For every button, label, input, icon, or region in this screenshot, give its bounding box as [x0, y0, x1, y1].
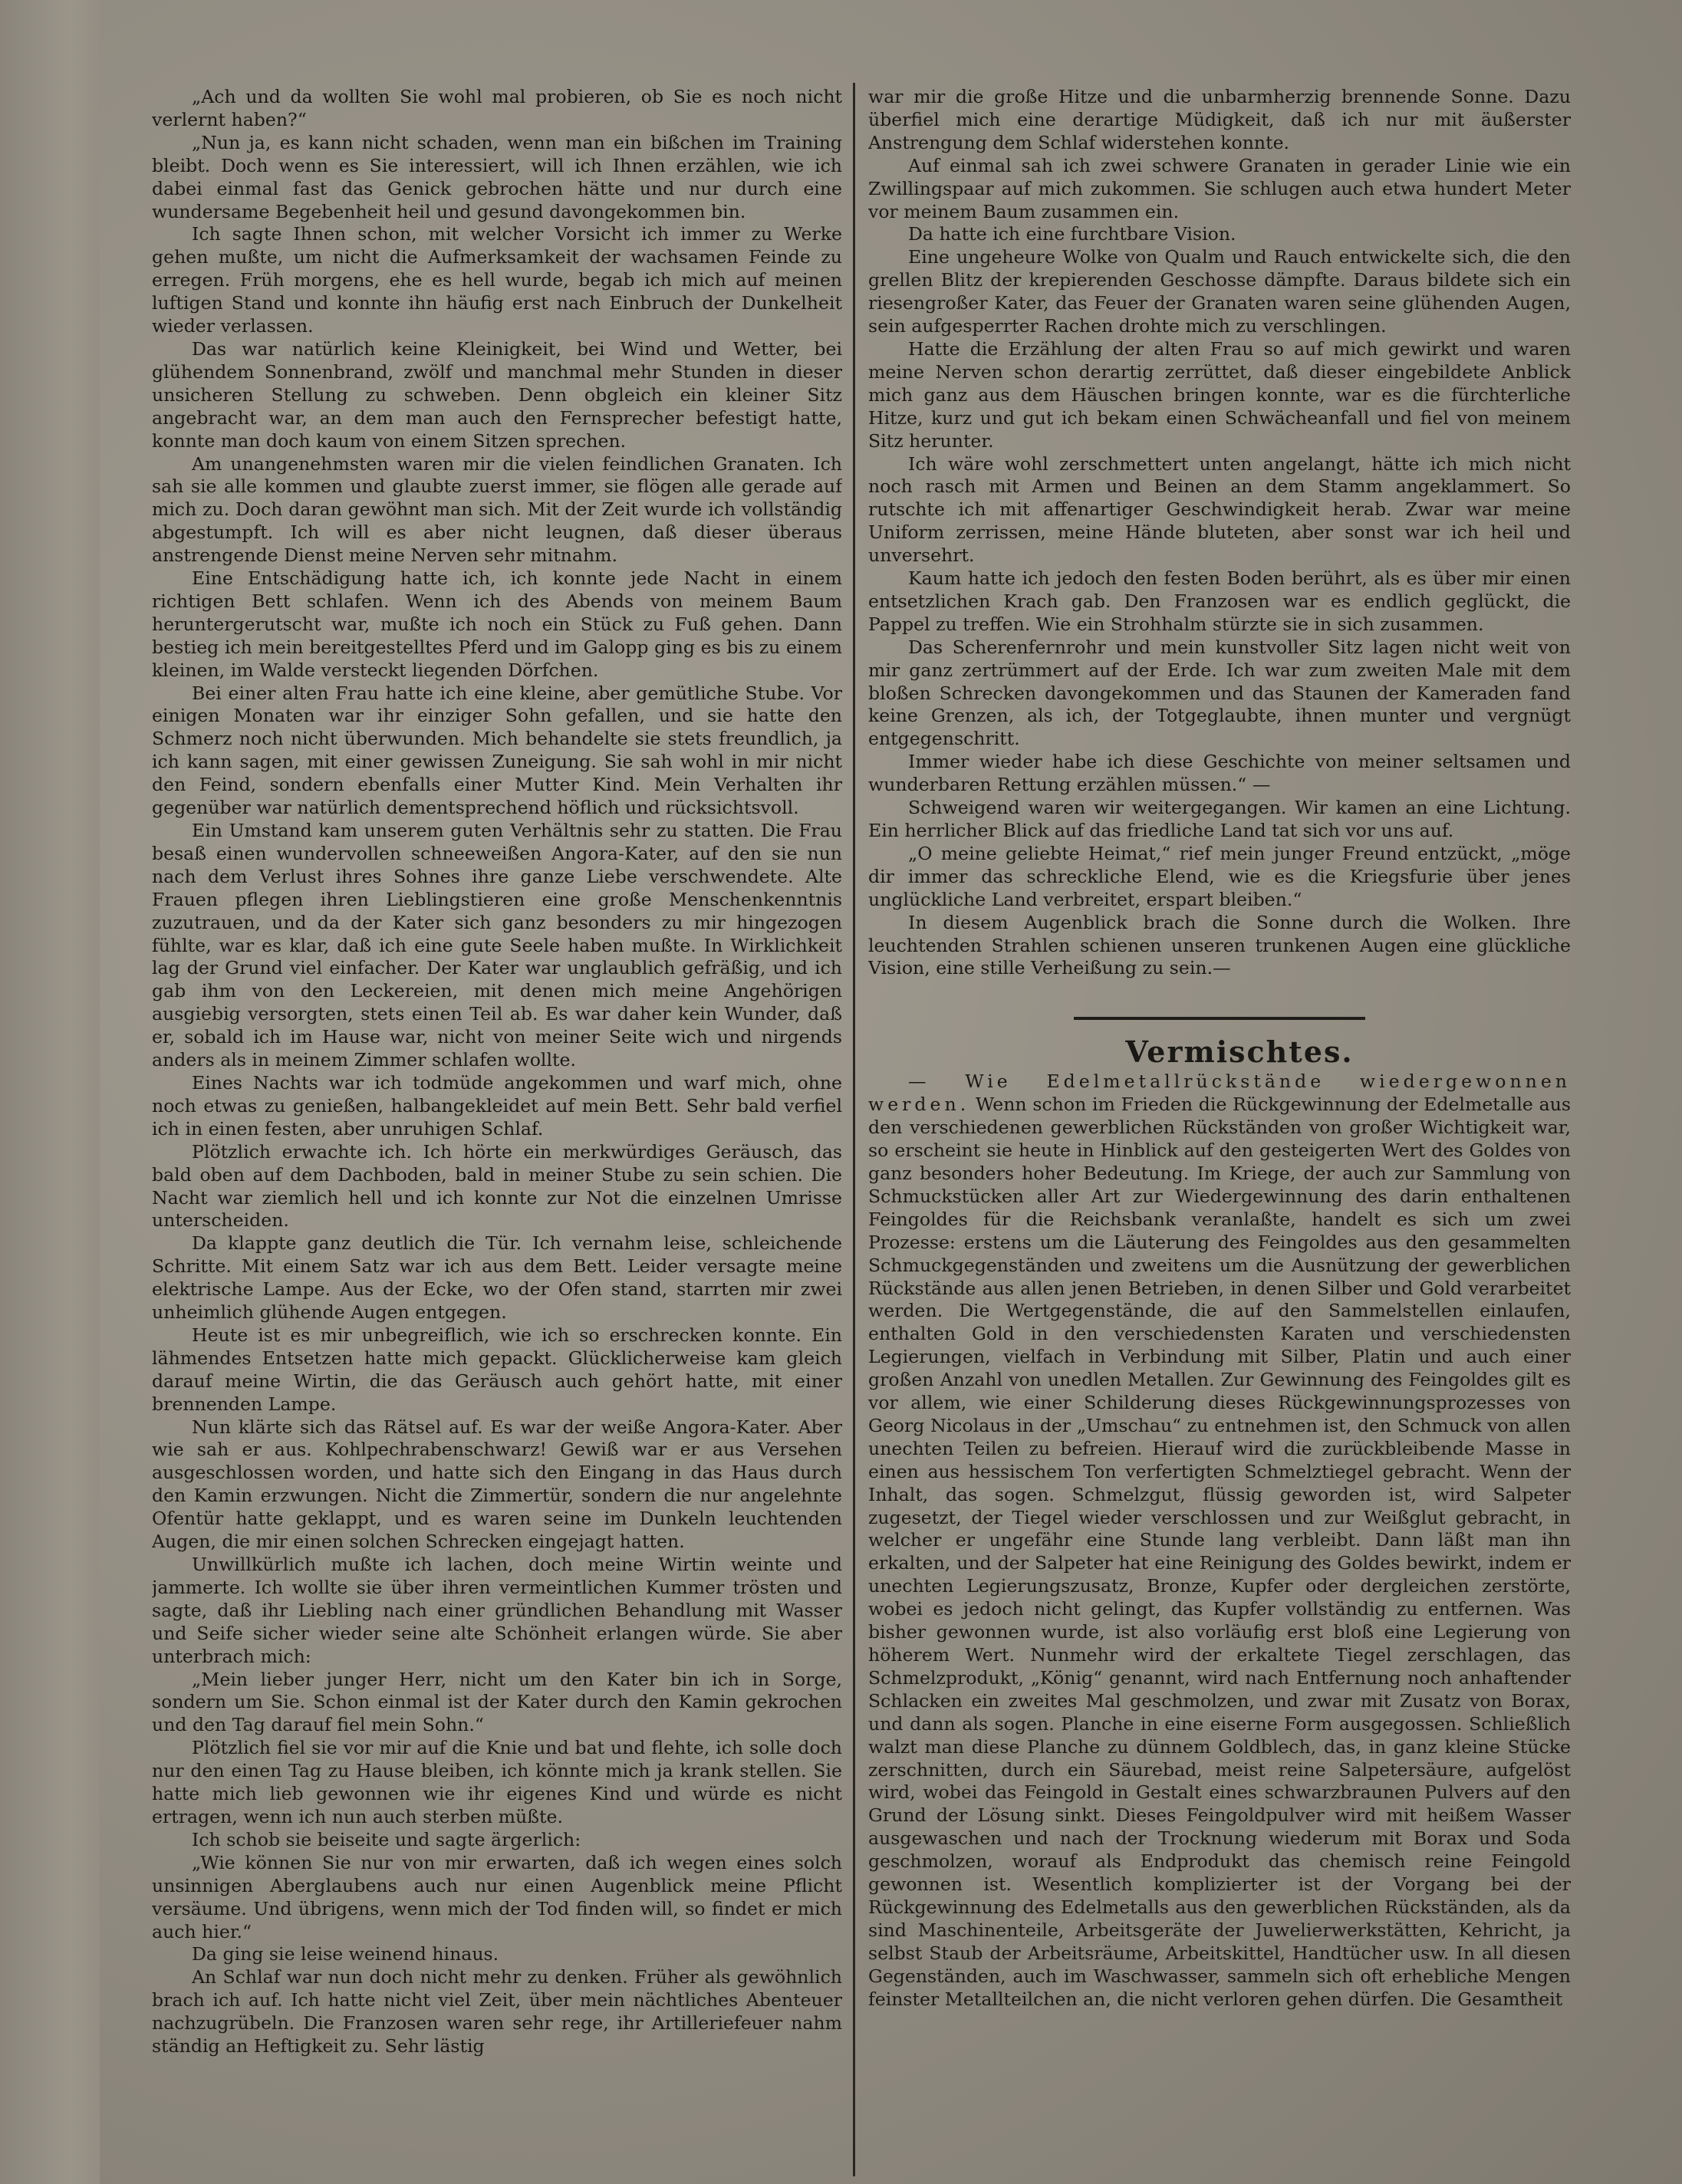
paragraph: Plötzlich fiel sie vor mir auf die Knie und bat und flehte, ich solle doch nur den einen Tag zu Hause bleiben, ich könnte mich ja krank stellen. Sie hatte mich lieb gewonnen wie ihr eigenes Kind und würde es nicht ertragen, wenn ich nun auch sterben müßte. — [152, 1737, 842, 1827]
paragraph: Das war natürlich keine Kleinigkeit, bei Wind und Wetter, bei glühendem Sonnenbrand, zwölf und manchmal mehr Stunden in dieser unsicheren Stellung zu schweben. Denn obgleich ein kleiner Sitz angebracht war, an dem man auch den Fernsprecher befestigt hatte, konnte man doch kaum von einem Sitzen sprechen. — [152, 337, 842, 452]
paragraph: Hatte die Erzählung der alten Frau so auf mich gewirkt und waren meine Nerven schon derartig zerrüttet, daß dieser eingebildete Anblick mich ganz aus dem Häuschen bringen konnte, war es die fürchterliche Hitze, kurz und gut ich bekam einen Schwächeanfall und fiel von meinem Sitz herunter. — [868, 337, 1571, 452]
paragraph: Eine Entschädigung hatte ich, ich konnte jede Nacht in einem richtigen Bett schlafen. Wenn ich des Abends von meinem Baum heruntergerutscht war, mußte ich noch ein Stück zu Fuß gehen. Dann bestieg ich mein bereitgestelltes Pferd und im Galopp ging es bis zu einem kleinen, im Walde versteckt liegenden Dörfchen. — [152, 567, 842, 681]
paragraph: Ich wäre wohl zerschmettert unten angelangt, hätte ich mich nicht noch rasch mit Armen und Beinen an dem Stamm angeklammert. So rutschte ich mit affenartiger Geschwindigkeit herab. Zwar war meine Uniform zerrissen, meine Hände bluteten, aber sonst war ich heil und unversehrt. — [868, 452, 1571, 567]
paragraph: „O meine geliebte Heimat,“ rief mein junger Freund entzückt, „möge dir immer das schreckliche Elend, wie es die Kriegsfurie über jenes unglückliche Land verbreitet, erspart bleiben.“ — [868, 842, 1571, 910]
paragraph: Schweigend waren wir weitergegangen. Wir kamen an eine Lichtung. Ein herrlicher Blick auf das friedliche Land tat sich vor uns auf. — [868, 797, 1571, 841]
paragraph: Heute ist es mir unbegreiflich, wie ich so erschrecken konnte. Ein lähmendes Entsetzen hatte mich gepackt. Glücklicherweise kam gleich darauf meine Wirtin, die das Geräusch auch gehört hatte, mit einer brennenden Lampe. — [152, 1324, 842, 1415]
paragraph: Eine ungeheure Wolke von Qualm und Rauch entwickelte sich, die den grellen Blitz der krepierenden Geschosse dämpfte. Daraus bildete sich ein riesengroßer Kater, das Feuer der Granaten waren seine glühenden Augen, sein aufgesperrter Rachen drohte mich zu verschlingen. — [868, 246, 1571, 337]
paragraph: Da ging sie leise weinend hinaus. — [192, 1943, 499, 1965]
paragraph: „Wie können Sie nur von mir erwarten, daß ich wegen eines solch unsinnigen Aberglaubens auch nur einen Augenblick meine Pflicht versäume. Und übrigens, wenn mich der Tod finden will, so findet er mich auch hier.“ — [152, 1851, 842, 1942]
paragraph: Am unangenehmsten waren mir die vielen feindlichen Granaten. Ich sah sie alle kommen und glaubte zuerst immer, sie flögen alle gerade auf mich zu. Doch daran gewöhnt man sich. Mit der Zeit wurde ich vollständig abgestumpft. Ich will es aber nicht leugnen, daß dieser überaus anstrengende Dienst meine Nerven sehr mitnahm. — [152, 452, 842, 567]
paragraph: Da klappte ganz deutlich die Tür. Ich vernahm leise, schleichende Schritte. Mit einem Satz war ich aus dem Bett. Leider versagte meine elektrische Lampe. Aus der Ecke, wo der Ofen stand, starrten mir zwei unheimlich glühende Augen entgegen. — [152, 1232, 842, 1324]
paragraph: war mir die große Hitze und die unbarmherzig brennende Sonne. Dazu überfiel mich eine derartige Müdigkeit, daß ich nur mit äußerster Anstrengung dem Schlaf widerstehen konnte. — [868, 86, 1571, 153]
paragraph: An Schlaf war nun doch nicht mehr zu denken. Früher als gewöhnlich brach ich auf. Ich hatte nicht viel Zeit, über mein nächtliches Abenteuer nachzugrübeln. Die Franzosen waren sehr rege, ihr Artilleriefeuer nahm ständig an Heftigkeit zu. Sehr lästig — [152, 1966, 842, 2057]
paragraph: „Ach und da wollten Sie wohl mal probieren, ob Sie es noch nicht verlernt haben?“ — [152, 86, 842, 130]
column-divider — [853, 83, 855, 2176]
article-paragraph — [868, 1071, 1571, 2011]
paragraph: Eines Nachts war ich todmüde angekommen und warf mich, ohne noch etwas zu genießen, halbangekleidet auf mein Bett. Sehr bald verfiel ich in einen festen, aber unruhigen Schlaf. — [152, 1071, 842, 1140]
paragraph: Immer wieder habe ich diese Geschichte von meiner seltsamen und wunderbaren Rettung erzählen müssen.“ — — [868, 751, 1571, 796]
left-column — [152, 86, 842, 2167]
paragraph: Das Scherenfernrohr und mein kunstvoller Sitz lagen nicht weit von mir ganz zertrümmert auf der Erde. Ich war zum zweiten Male mit dem bloßen Schrecken davongekommen und das Staunen der Kameraden fand keine Grenzen, als ich, der Totgeglaubte, ihnen munter und vergnügt entgegenschritt. — [868, 636, 1571, 750]
paragraph: Ich schob sie beiseite und sagte ärgerlich: — [192, 1828, 581, 1850]
right-column — [868, 86, 1571, 2167]
paragraph: Da hatte ich eine furchtbare Vision. — [908, 223, 1236, 245]
paragraph: Nun klärte sich das Rätsel auf. Es war der weiße Angora-Kater. Aber wie sah er aus. Kohlpechrabenschwarz! Gewiß war er aus Versehen ausgeschlossen worden, und hatte sich den Eingang in das Haus durch den Kamin erzwungen. Nicht die Zimmertür, sondern die nur angelehnte Ofentür hatte geklappt, und es waren seine im Dunkeln leuchtenden Augen, die mir einen solchen Schrecken eingejagt hatten. — [152, 1416, 842, 1553]
paragraph: Ein Umstand kam unserem guten Verhältnis sehr zu statten. Die Frau besaß einen wundervollen schneeweißen Angora-Kater, auf den sie nun nach dem Verlust ihres Sohnes ihre ganze Liebe verschwendete. Alte Frauen pflegen ihren Lieblingstieren eine große Menschenkenntnis zuzutrauen, und da der Kater sich ganz besonders zu mir hingezogen fühlte, war es klar, daß ich eine gute Seele haben mußte. In Wirklichkeit lag der Grund viel einfacher. Der Kater war unglaublich gefräßig, und ich gab ihm von den Leckereien, mit denen mich meine Angehörigen ausgiebig versorgten, stets einen Teil ab. Es war daher kein Wunder, daß er, sobald ich im Hause war, nicht von meiner Seite wich und nirgends anders als in meinem Zimmer schlafen wollte. — [152, 820, 842, 1071]
article-body: Wenn schon im Frieden die Rückgewinnung der Edelmetalle aus den verschiedenen gewerblichen Rückständen von großer Wichtigkeit war, so erscheint sie heute in Hinblick auf den gesteigerten Wert des Goldes von ganz besonders hoher Bedeutung. Im Kriege, der auch zur Sammlung von Schmuckstücken aller Art zur Wiedergewinnung des darin enthaltenen Feingoldes für die Reichsbank veranlaßte, handelt es sich um zwei Prozesse: erstens um die Läuterung des Feingoldes aus den gesammelten Schmuckgegenständen und zweitens um die Ausnützung der gewerblichen Rückstände aus allen jenen Betrieben, in denen Silber und Gold verarbeitet werden. Die Wertgegenstände, die auf den Sammelstellen einlaufen, enthalten Gold in den verschiedensten Karaten und verschiedensten Legierungen, vielfach in Verbindung mit Silber, Platin und auch einer großen Anzahl von unedlen Metallen. Zur Gewinnung des Feingoldes gilt es vor allem, wie einer Schilderung dieses Rückgewinnungsprozesses von Georg Nicolaus in der „Umschau“ zu entnehmen ist, den Schmuck von allen unechten Teilen zu befreien. Hierauf wird die zurückbleibende Masse in einen aus hessischem Ton verfertigten Schmelztiegel gebracht. Wenn der Inhalt, das sogen. Schmelzgut, flüssig geworden ist, wird Salpeter zugesetzt, der Tiegel wieder verschlossen und zur Weißglut gebracht, in welcher er ungefähr eine Stunde lang verbleibt. Dann läßt man ihn erkalten, und der Salpeter hat eine Reinigung des Goldes bewirkt, indem er unechten Legierungszusatz, Bronze, Kupfer oder dergleichen zerstörte, wobei es jedoch nicht gelingt, das Kupfer vollständig zu entfernen. Was bisher gewonnen wurde, ist also vorläufig erst bloß eine Legierung von höherem Wert. Nunmehr wird der erkaltete Tiegel zerschlagen, das Schmelzprodukt, „König“ genannt, wird nach Entfernung noch anhaftender Schlacken ein zweites Mal geschmolzen, und zwar mit Zusatz von Borax, und dann als sogen. Planche in eine eiserne Form ausgegossen. Schließlich walzt man diese Planche zu dünnem Goldblech, das, in ganz kleine Stücke zerschnitten, durch ein Säurebad, meist reine Salpetersäure, aufgelöst wird, wobei das Feingold in Gestalt eines schwarzbraunen Pulvers auf den Grund der Lösung sinkt. Dieses Feingoldpulver wird mit heißem Wasser ausgewaschen und nach der Trocknung wiederum mit Borax und Soda geschmolzen, worauf als Endprodukt das chemisch reine Feingold gewonnen ist. Wesentlich komplizierter ist der Vorgang bei der Rückgewinnung des Edelmetalls aus den gewerblichen Rückständen, als da sind Maschinenteile, Arbeitsgeräte der Juwelierwerkstätten, Kehricht, ja selbst Staub der Arbeitsräume, Arbeitskittel, Handtücher usw. In all diesen Gegenständen, auch im Waschwasser, sammeln sich oft erhebliche Mengen feinster Metallteilchen an, die nicht verloren gehen dürfen. Die Gesamtheit — [868, 1094, 1571, 2010]
paragraph: Ich sagte Ihnen schon, mit welcher Vorsicht ich immer zu Werke gehen mußte, um nicht die Aufmerksamkeit der wachsamen Feinde zu erregen. Früh morgens, ehe es hell wurde, begab ich mich auf meinen luftigen Stand und konnte ihn häufig erst nach Einbruch der Dunkelheit wieder verlassen. — [152, 223, 842, 337]
section-rule — [1074, 1017, 1365, 1020]
paragraph: Plötzlich erwachte ich. Ich hörte ein merkwürdiges Geräusch, das bald oben auf dem Dachboden, bald in meiner Stube zu sein schien. Die Nacht war ziemlich hell und ich konnte zur Not die einzelnen Umrisse unterscheiden. — [152, 1140, 842, 1232]
paragraph: Kaum hatte ich jedoch den festen Boden berührt, als es über mir einen entsetzlichen Krach gab. Den Franzosen war es endlich geglückt, die Pappel zu treffen. Wie ein Strohhalm stürzte sie in sich zusammen. — [868, 567, 1571, 635]
paragraph: Auf einmal sah ich zwei schwere Granaten in gerader Linie wie ein Zwillingspaar auf mich zukommen. Sie schlugen auch etwa hundert Meter vor meinem Baum zusammen ein. — [868, 154, 1571, 222]
paragraph: Bei einer alten Frau hatte ich eine kleine, aber gemütliche Stube. Vor einigen Monaten war ihr einziger Sohn gefallen, und sie hatte den Schmerz noch nicht überwunden. Mich behandelte sie stets freundlich, ja ich kann sagen, mit einer gewissen Zuneigung. Sie sah wohl in mir nicht den Feind, sondern ebenfalls einer Mutter Kind. Mein Verhalten ihr gegenüber war natürlich dementsprechend höflich und rücksichtsvoll. — [152, 682, 842, 819]
paragraph: Unwillkürlich mußte ich lachen, doch meine Wirtin weinte und jammerte. Ich wollte sie über ihren vermeintlichen Kummer trösten und sagte, daß ihr Liebling nach einer gründlichen Behandlung mit Wasser und Seife sicher wieder seine alte Schönheit erlangen würde. Sie aber unterbrach mich: — [152, 1554, 842, 1667]
paragraph: In diesem Augenblick brach die Sonne durch die Wolken. Ihre leuchtenden Strahlen schienen unseren trunkenen Augen eine glückliche Vision, eine stille Verheißung zu sein.— — [868, 911, 1571, 979]
page-margin — [0, 0, 100, 2184]
paragraph: „Nun ja, es kann nicht schaden, wenn man ein bißchen im Training bleibt. Doch wenn es Sie interessiert, will ich Ihnen erzählen, wie ich dabei einmal fast das Genick gebrochen hätte und nur durch eine wundersame Begebenheit heil und gesund davongekommen bin. — [152, 131, 842, 222]
section-title: Vermischtes. — [1125, 1034, 1354, 1070]
paragraph: „Mein lieber junger Herr, nicht um den Kater bin ich in Sorge, sondern um Sie. Schon einmal ist der Kater durch den Kamin gekrochen und den Tag darauf fiel mein Sohn.“ — [152, 1668, 842, 1736]
article-lead: — Wie Edelmetallrückstände wiedergewonnen werden. — [868, 1071, 1571, 1116]
